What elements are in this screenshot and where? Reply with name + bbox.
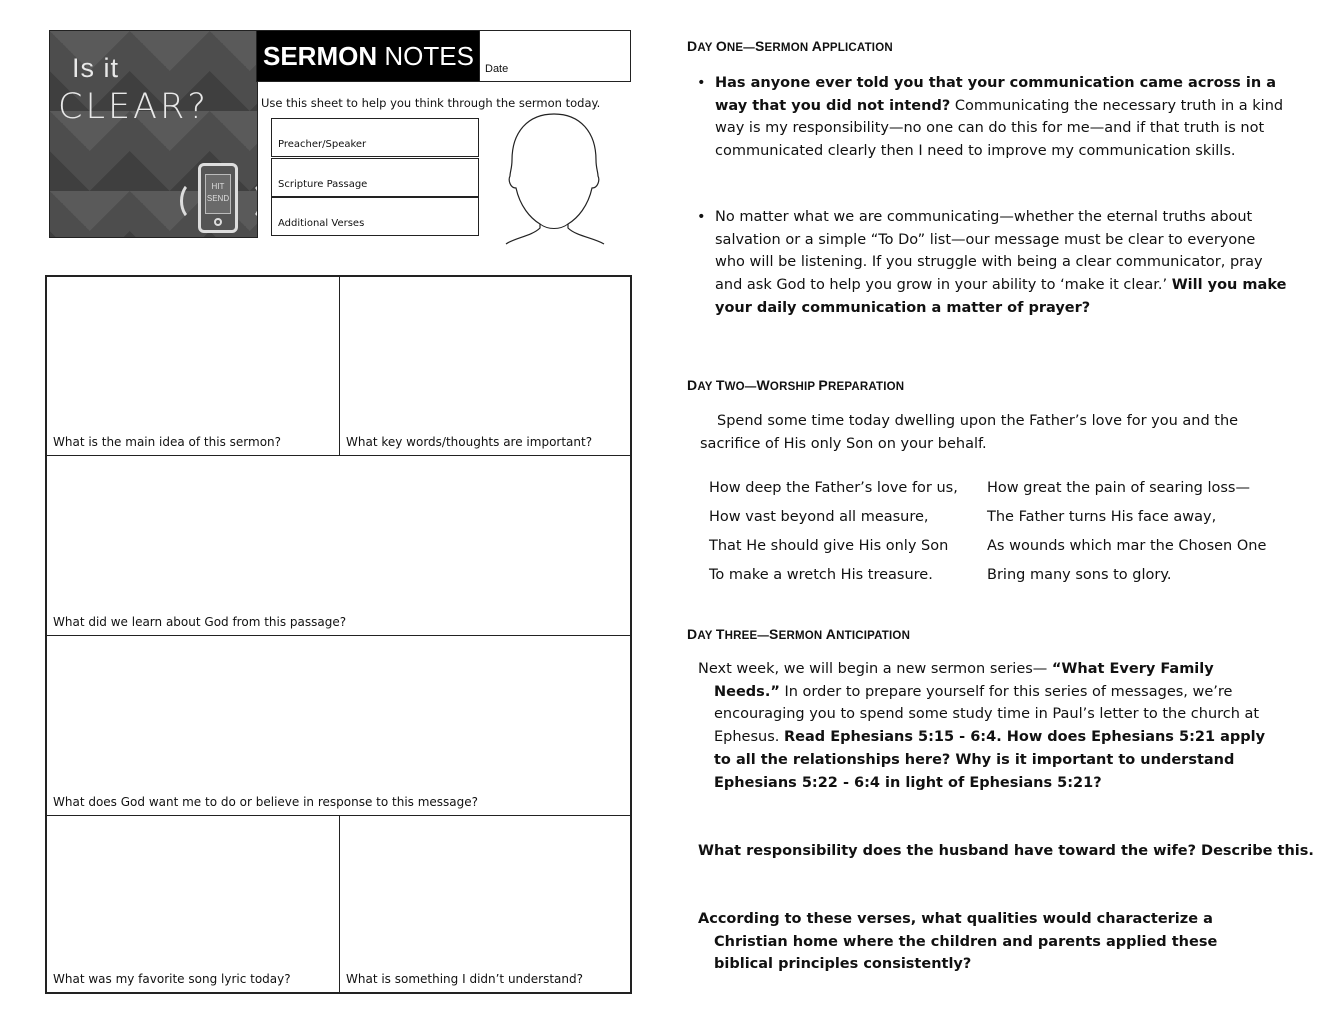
preacher-label: Preacher/Speaker	[278, 139, 367, 150]
key-words-prompt: What key words/thoughts are important?	[346, 435, 593, 449]
response-box[interactable]	[46, 635, 631, 816]
phone-icon	[198, 163, 238, 233]
hymn-line: How great the pain of searing loss—	[987, 480, 1250, 496]
additional-verses-field[interactable]	[271, 197, 479, 236]
hymn-line: As wounds which mar the Chosen One	[987, 538, 1267, 554]
main-idea-box[interactable]	[46, 276, 340, 456]
day-three-question-husband: What responsibility does the husband have toward the wife? Describe this.	[698, 843, 1314, 859]
notes-grid	[45, 275, 632, 994]
face-outline-icon	[500, 110, 610, 248]
day-two-heading: DAY TWO—WORSHIP PREPARATION	[687, 377, 905, 393]
learn-about-god-prompt: What did we learn about God from this passage?	[53, 615, 347, 629]
key-words-box[interactable]	[339, 276, 631, 456]
day-three-heading: DAY THREE—SERMON ANTICIPATION	[687, 626, 911, 642]
logo-text-main: CLEAR?	[58, 87, 209, 127]
hymn-line: To make a wretch His treasure.	[709, 567, 933, 583]
page-title: SERMON NOTES	[257, 31, 480, 81]
title-divider	[479, 31, 480, 81]
day-one-heading: DAY ONE—SERMON APPLICATION	[687, 38, 893, 54]
hymn-line: The Father turns His face away,	[987, 509, 1217, 525]
additional-verses-label: Additional Verses	[278, 218, 365, 229]
day-one-bullet-1: • Has anyone ever told you that your communication came across in a way that you did not intend? Communicating the necessary truth in a kind way is my responsibility—no one can do this for me—and if that truth is not communicated clearly then I need to improve my communication skills.	[697, 72, 1287, 163]
hymn-line: How deep the Father’s love for us,	[709, 480, 958, 496]
main-idea-prompt: What is the main idea of this sermon?	[53, 435, 282, 449]
day-one-bullet-2: • No matter what we are communicating—whether the eternal truths about salvation or a simple “To Do” list—our message must be clear to everyone who will be listening. If you struggle with being a clear communicator, pray and ask God to help you grow in your ability to ‘make it clear.’ Will you make your daily communication a matter of prayer?	[697, 206, 1287, 320]
didnt-understand-prompt: What is something I didn’t understand?	[346, 972, 583, 986]
scripture-label: Scripture Passage	[278, 179, 368, 190]
day-three-question-home: According to these verses, what qualities would characterize a Christian home where the children and parents applied these biblical principles consistently?	[698, 911, 1218, 973]
series-logo	[49, 30, 258, 238]
hymn-line: That He should give His only Son	[709, 538, 949, 554]
preacher-field[interactable]	[271, 118, 479, 157]
date-field-label: Date	[485, 63, 509, 75]
hymn-line: Bring many sons to glory.	[987, 567, 1172, 583]
hymn-line: How vast beyond all measure,	[709, 509, 929, 525]
logo-text-top: Is it	[72, 53, 120, 83]
phone-screen: HIT SEND	[205, 174, 231, 214]
response-prompt: What does God want me to do or believe in response to this message?	[53, 795, 479, 809]
hymn-verses	[709, 477, 1266, 593]
learn-about-god-box[interactable]	[46, 455, 631, 636]
song-lyric-prompt: What was my favorite song lyric today?	[53, 972, 291, 986]
scripture-field[interactable]	[271, 158, 479, 197]
day-three-paragraph: Next week, we will begin a new sermon series— “What Every Family Needs.” In order to prepare yourself for this series of messages, we’re encouraging you to spend some study time in Paul’s letter to the church at Ephesus. Read Ephesians 5:15 - 6:4. How does Ephesians 5:21 apply to all the relationships here? Why is it important to understand Ephesians 5:22 - 6:4 in light of Ephesians 5:21?	[698, 661, 1266, 791]
date-field[interactable]	[481, 31, 629, 81]
song-lyric-box[interactable]	[46, 815, 340, 993]
sermon-notes-header	[256, 30, 631, 82]
intro-text: Use this sheet to help you think through the sermon today.	[261, 96, 601, 110]
didnt-understand-box[interactable]	[339, 815, 631, 993]
phone-home-button	[214, 218, 222, 226]
day-two-text: Spend some time today dwelling upon the Father’s love for you and the sacrifice of His only Son on your behalf.	[700, 413, 1239, 452]
